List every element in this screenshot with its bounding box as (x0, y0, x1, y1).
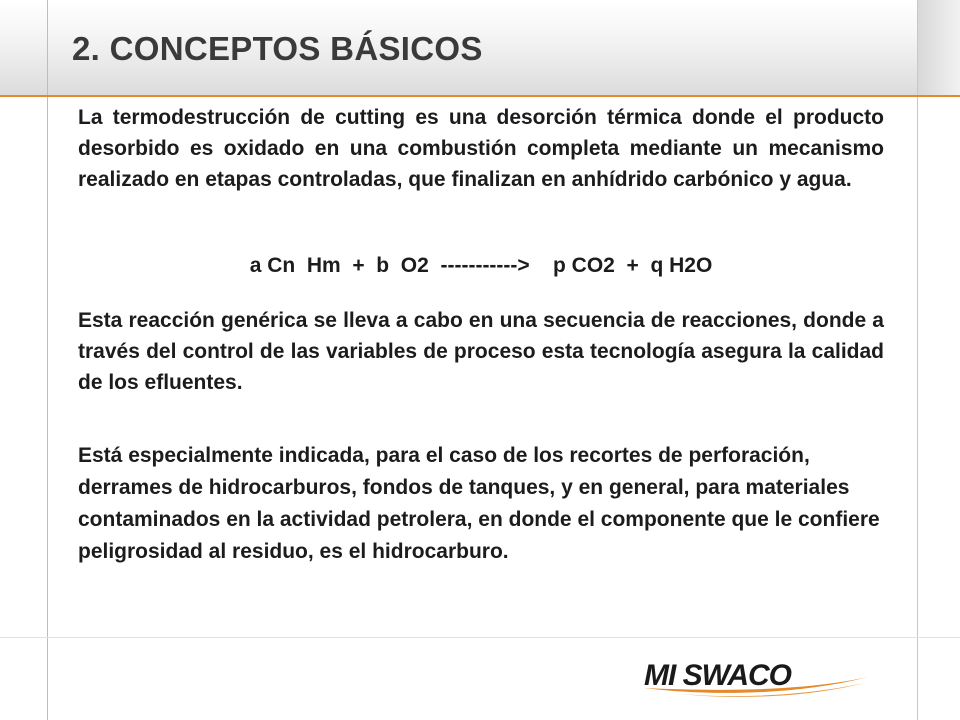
slide-title: 2. CONCEPTOS BÁSICOS (72, 30, 483, 67)
mi-swaco-logo (640, 655, 875, 700)
footer-rule (0, 637, 960, 638)
paragraph-applications: Está especialmente indicada, para el caso de los recortes de perforación, derrames de hidrocarburos, fondos de tanques, y en general, para materiales contaminados en la actividad petrolera, en donde el componente que le confiere peligrosidad al residuo, es el hidrocarburo. (78, 444, 880, 563)
header-right-fade (918, 0, 960, 95)
right-guide-line (917, 0, 918, 720)
paragraph-reaction: Esta reacción genérica se lleva a cabo en una secuencia de reacciones, donde a través del control de las variables de proceso esta tecnología asegura la calidad de los efluentes. (78, 309, 884, 394)
paragraph-definition: La termodestrucción de cutting es una desorción térmica donde el producto desorbido es oxidado en una combustión completa mediante un mecanismo realizado en etapas controladas, que finalizan en anhídrido carbónico y agua. (78, 106, 884, 191)
left-guide-line (47, 0, 48, 720)
logo-text: MI SWACO (644, 659, 791, 692)
title-underline-rule (0, 95, 960, 97)
reaction-equation: a Cn Hm + b O2 -----------> p CO2 + q H2O (249, 254, 713, 277)
